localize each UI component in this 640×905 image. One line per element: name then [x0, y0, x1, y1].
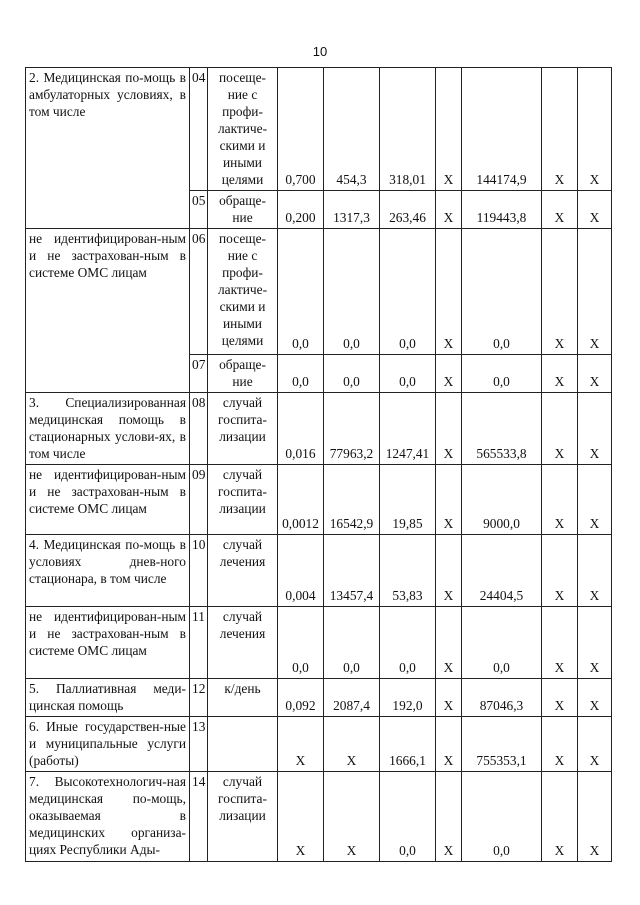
value-cell: 0,0	[380, 607, 436, 679]
value-cell: X	[542, 535, 578, 607]
value-cell: X	[324, 717, 380, 772]
value-cell: 192,0	[380, 679, 436, 717]
row-code: 10	[190, 535, 208, 607]
value-cell: 0,0	[462, 607, 542, 679]
value-cell: X	[436, 68, 462, 191]
page-number: 10	[312, 44, 328, 59]
table-row	[26, 229, 612, 355]
value-cell: X	[578, 355, 612, 393]
row-unit: случай госпита-лизации	[208, 393, 278, 465]
value-cell: X	[324, 772, 380, 862]
value-cell: 263,46	[380, 191, 436, 229]
value-cell: 19,85	[380, 465, 436, 535]
value-cell: X	[436, 465, 462, 535]
row-unit: случай лечения	[208, 607, 278, 679]
value-cell: 0,0	[324, 355, 380, 393]
table-row	[26, 772, 612, 862]
table-row	[26, 393, 612, 465]
row-unit: посеще-ние с профи-лактиче-скими и иными целями	[208, 68, 278, 191]
value-cell: X	[578, 679, 612, 717]
row-unit: случай госпита-лизации	[208, 465, 278, 535]
value-cell: X	[278, 772, 324, 862]
value-cell: X	[436, 191, 462, 229]
value-cell: X	[542, 465, 578, 535]
row-code: 07	[190, 355, 208, 393]
row-code: 06	[190, 229, 208, 355]
table-row	[26, 465, 612, 535]
value-cell: X	[278, 717, 324, 772]
row-code: 04	[190, 68, 208, 191]
value-cell: X	[542, 393, 578, 465]
table-row	[26, 679, 612, 717]
value-cell: X	[542, 607, 578, 679]
value-cell: X	[436, 355, 462, 393]
value-cell: 318,01	[380, 68, 436, 191]
row-name: 6. Иные государствен-ные и муниципальные услуги (работы)	[26, 717, 190, 772]
value-cell: X	[542, 68, 578, 191]
row-name: 7. Высокотехнологич-ная медицинская по-мощь, оказываемая в медицинских организа-циях Республики Ады-	[26, 772, 190, 862]
value-cell: 13457,4	[324, 535, 380, 607]
value-cell: X	[542, 355, 578, 393]
value-cell: X	[436, 535, 462, 607]
value-cell: 0,092	[278, 679, 324, 717]
value-cell: X	[578, 191, 612, 229]
value-cell: X	[436, 717, 462, 772]
value-cell: X	[436, 229, 462, 355]
row-name: 5. Паллиативная меди-цинская помощь	[26, 679, 190, 717]
value-cell: 454,3	[324, 68, 380, 191]
value-cell: 0,0	[380, 772, 436, 862]
value-cell: 0,200	[278, 191, 324, 229]
row-code: 12	[190, 679, 208, 717]
value-cell: X	[578, 229, 612, 355]
value-cell: X	[542, 772, 578, 862]
value-cell: X	[436, 772, 462, 862]
value-cell: 0,0	[380, 229, 436, 355]
row-code: 11	[190, 607, 208, 679]
value-cell: 0,0	[324, 229, 380, 355]
row-name: не идентифицирован-ным и не застрахован-ным в системе ОМС лицам	[26, 607, 190, 679]
row-code: 09	[190, 465, 208, 535]
row-name: не идентифицирован-ным и не застрахован-ным в системе ОМС лицам	[26, 229, 190, 393]
table-row	[26, 68, 612, 191]
value-cell: 53,83	[380, 535, 436, 607]
funding-table	[25, 67, 612, 862]
row-name: 4. Медицинская по-мощь в условиях днев-ного стационара, в том числе	[26, 535, 190, 607]
value-cell: 9000,0	[462, 465, 542, 535]
value-cell: 0,016	[278, 393, 324, 465]
value-cell: 0,0	[278, 355, 324, 393]
value-cell: 0,0	[324, 607, 380, 679]
value-cell: X	[436, 679, 462, 717]
value-cell: 0,0	[462, 229, 542, 355]
value-cell: X	[578, 393, 612, 465]
row-code: 05	[190, 191, 208, 229]
row-code: 14	[190, 772, 208, 862]
value-cell: 0,004	[278, 535, 324, 607]
row-unit: посеще-ние с профи-лактиче-скими и иными целями	[208, 229, 278, 355]
value-cell: X	[436, 607, 462, 679]
value-cell: 0,0	[278, 607, 324, 679]
value-cell: 1247,41	[380, 393, 436, 465]
row-unit: обраще-ние	[208, 191, 278, 229]
value-cell: X	[578, 465, 612, 535]
value-cell: X	[542, 229, 578, 355]
value-cell: 0,0	[278, 229, 324, 355]
value-cell: X	[578, 535, 612, 607]
row-unit: случай лечения	[208, 535, 278, 607]
value-cell: 1666,1	[380, 717, 436, 772]
value-cell: X	[542, 679, 578, 717]
value-cell: X	[542, 191, 578, 229]
row-name: 2. Медицинская по-мощь в амбулаторных условиях, в том числе	[26, 68, 190, 229]
table-row	[26, 717, 612, 772]
value-cell: 24404,5	[462, 535, 542, 607]
value-cell: 119443,8	[462, 191, 542, 229]
row-unit	[208, 717, 278, 772]
value-cell: 755353,1	[462, 717, 542, 772]
table-row	[26, 535, 612, 607]
row-unit: обраще-ние	[208, 355, 278, 393]
value-cell: 144174,9	[462, 68, 542, 191]
value-cell: X	[436, 393, 462, 465]
value-cell: X	[578, 68, 612, 191]
table-row	[26, 607, 612, 679]
row-unit: случай госпита-лизации	[208, 772, 278, 862]
value-cell: 0,700	[278, 68, 324, 191]
value-cell: X	[542, 717, 578, 772]
value-cell: 87046,3	[462, 679, 542, 717]
value-cell: 77963,2	[324, 393, 380, 465]
value-cell: 2087,4	[324, 679, 380, 717]
value-cell: 16542,9	[324, 465, 380, 535]
value-cell: 0,0012	[278, 465, 324, 535]
row-code: 13	[190, 717, 208, 772]
value-cell: 0,0	[380, 355, 436, 393]
row-name: 3. Специализированная медицинская помощь в стационарных услови-ях, в том числе	[26, 393, 190, 465]
row-name: не идентифицирован-ным и не застрахован-ным в системе ОМС лицам	[26, 465, 190, 535]
value-cell: 0,0	[462, 772, 542, 862]
value-cell: X	[578, 717, 612, 772]
value-cell: X	[578, 772, 612, 862]
row-code: 08	[190, 393, 208, 465]
value-cell: X	[578, 607, 612, 679]
value-cell: 1317,3	[324, 191, 380, 229]
value-cell: 565533,8	[462, 393, 542, 465]
value-cell: 0,0	[462, 355, 542, 393]
row-unit: к/день	[208, 679, 278, 717]
